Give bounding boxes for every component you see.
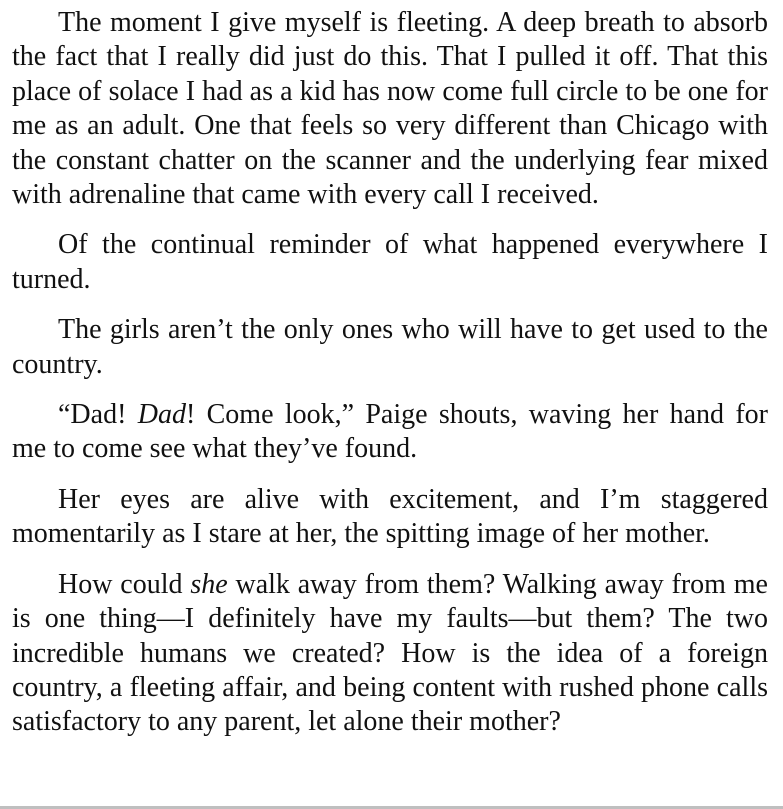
paragraph-3 [12,313,768,382]
paragraph-4 [12,398,768,467]
paragraph-2 [12,228,768,297]
text-run: The moment I give myself is fleeting. A deep breath to absorb the fact that I really did just do this. That I pulled it off. That this place of solace I had as a kid has now come full circle to be one for me as an adult. One that feels so very different than Chicago with the constant chatter on the scanner and the underlying fear mixed with adrenaline that came with every call I received. [12,7,768,211]
paragraph-5 [12,483,768,552]
text-run: walk away from them? Walking away from me is one thing—I definitely have my faults—but them? The two incredible humans we created? How is the idea of a foreign country, a fleeting affair, and being content with rushed phone calls satisfactory to any parent, let alone their mother? [12,568,768,738]
text-run: The girls aren’t the only ones who will have to get used to the country. [12,314,768,380]
paragraph-1 [12,6,768,212]
text-run: Her eyes are alive with excitement, and I’m staggered momentarily as I stare at her, the spitting image of her mother. [12,483,768,550]
paragraph-6 [12,568,768,740]
text-run: How could [58,568,191,600]
emphasis-text: she [190,568,228,600]
text-run: Of the continual reminder of what happened everywhere I turned. [12,229,768,295]
text-run: “Dad! [58,399,138,431]
document-page [12,6,768,740]
text-run: ! Come look,” Paige shouts, waving her hand for me to come see what they’ve found. [12,399,769,465]
emphasis-text: Dad [137,399,186,431]
